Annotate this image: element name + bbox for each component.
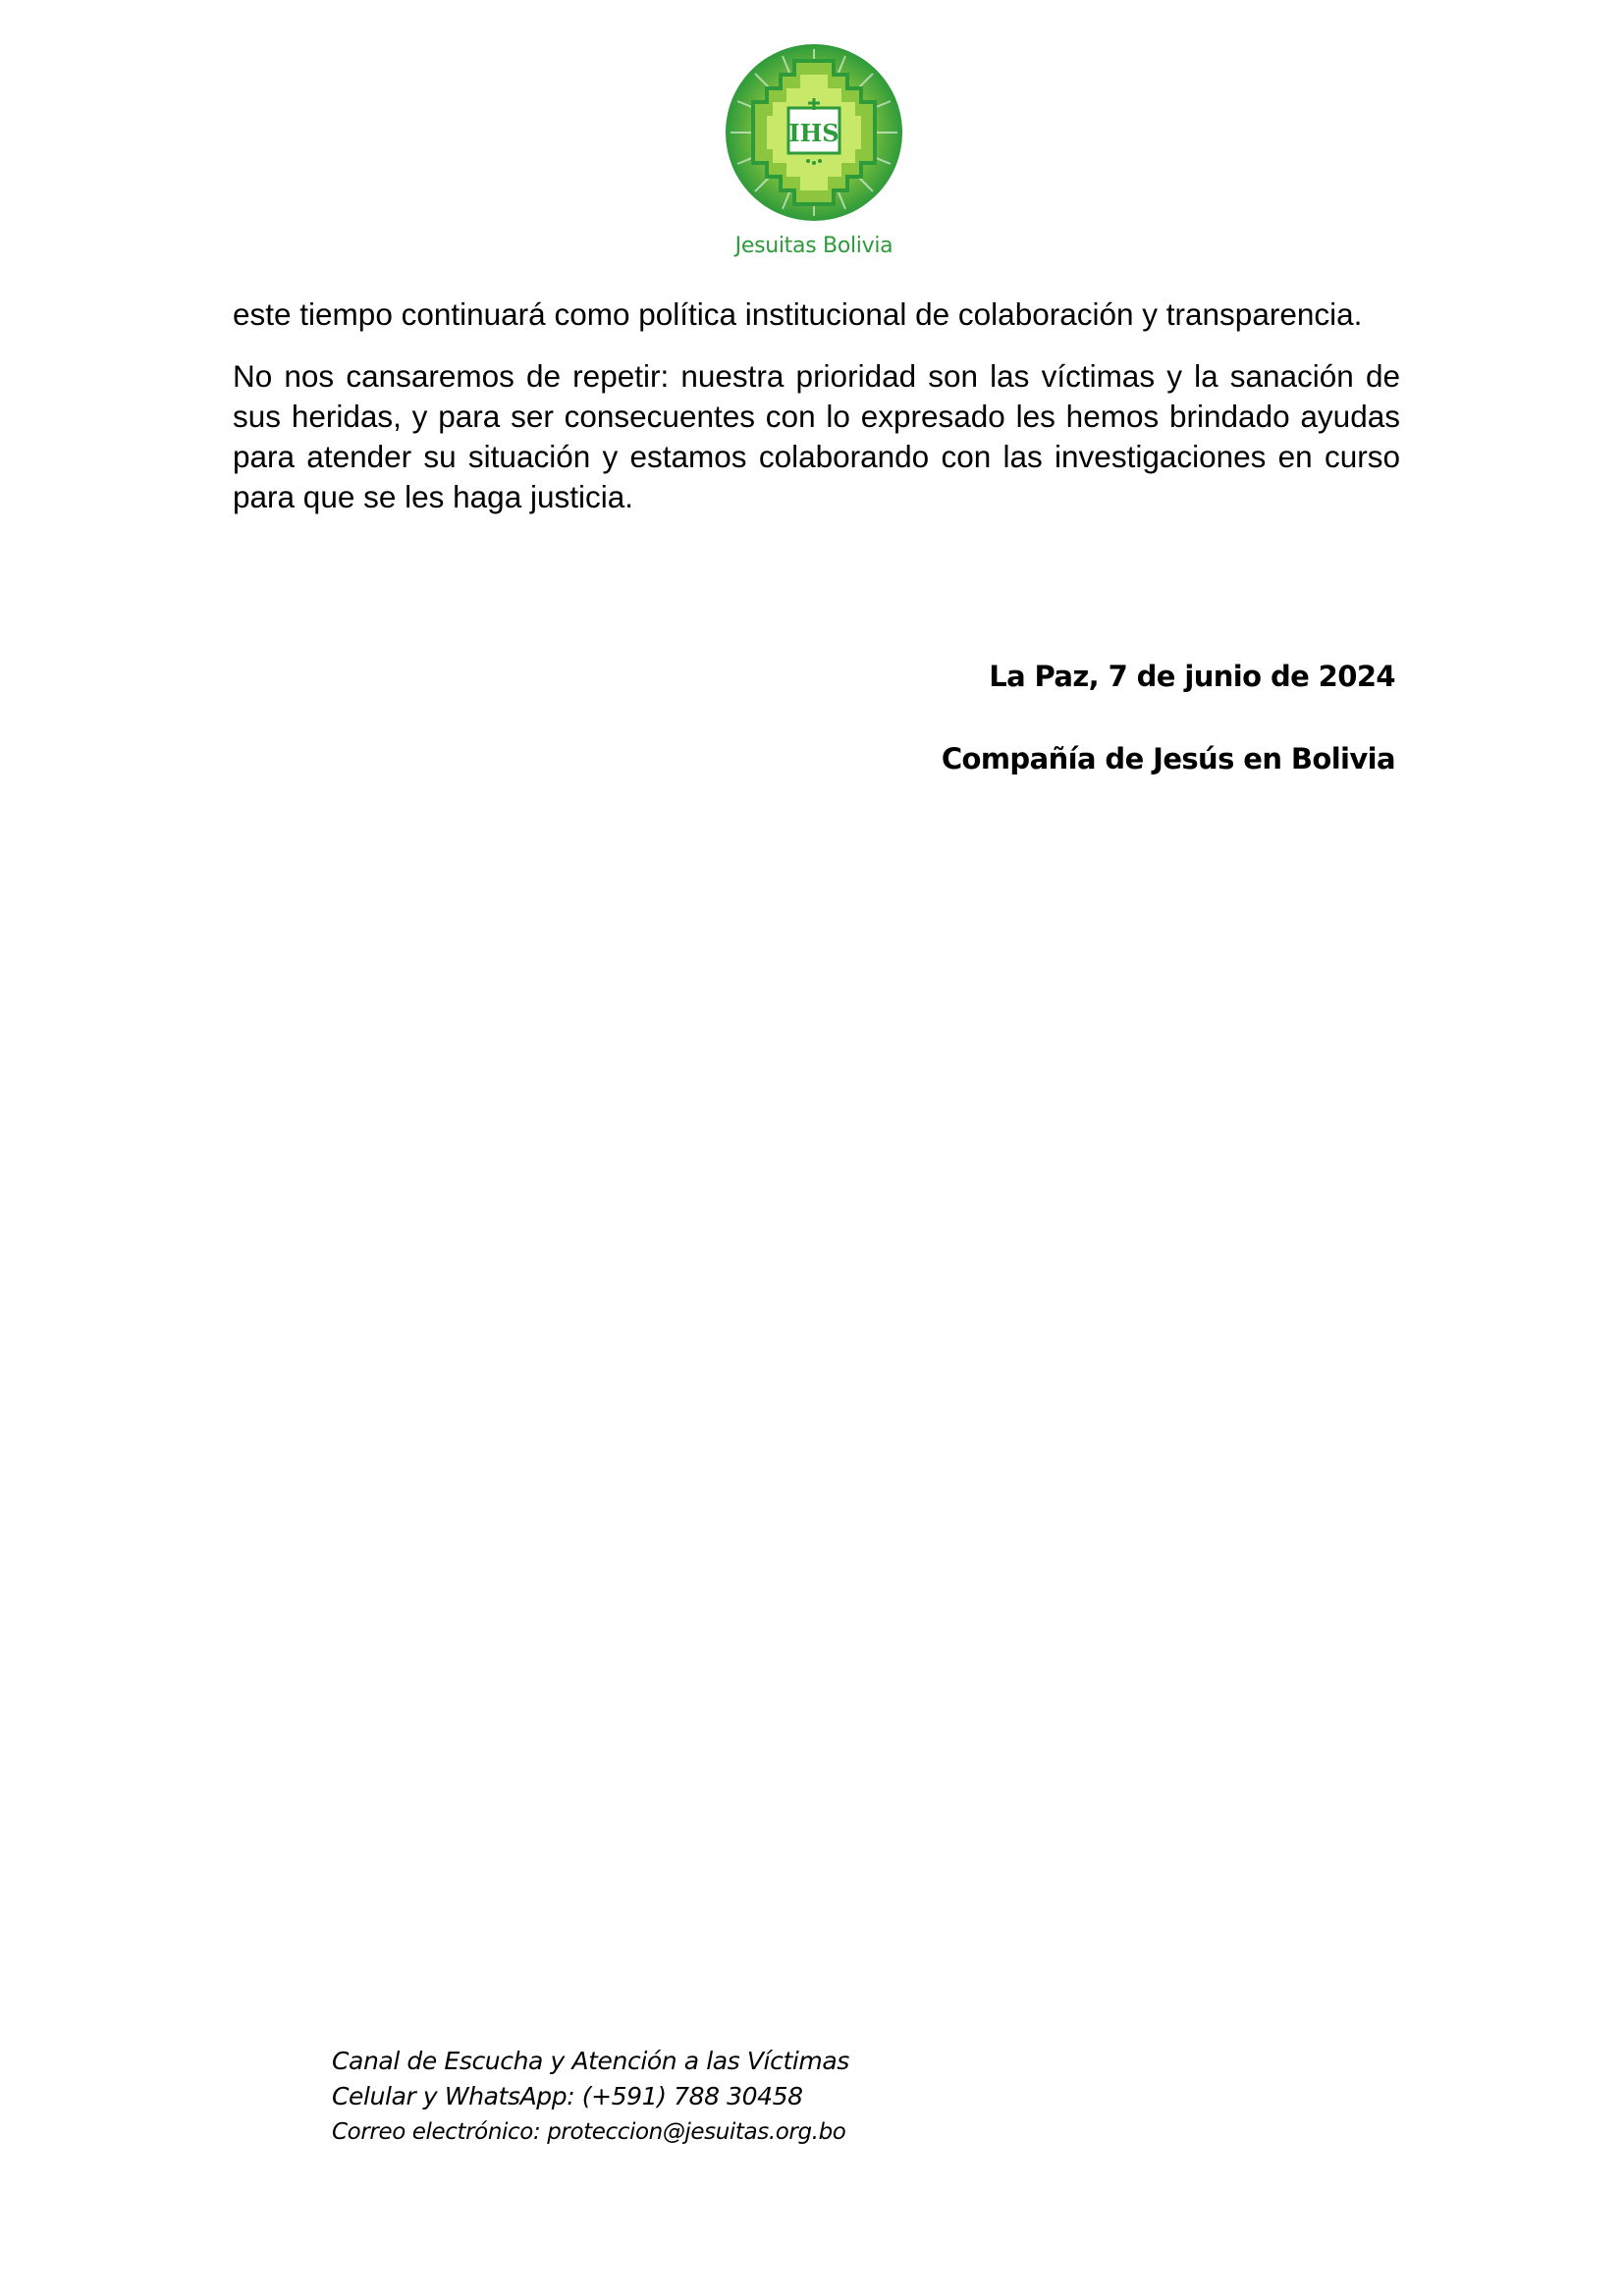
contact-footer (332, 2044, 849, 2150)
letter-body (233, 294, 1400, 539)
footer-email: Correo electrónico: proteccion@jesuitas.org.bo (332, 2119, 846, 2145)
signoff-block (942, 660, 1395, 775)
ihs-seal-icon (724, 39, 904, 226)
place-date: La Paz, 7 de junio de 2024 (989, 660, 1395, 693)
body-paragraph-1: este tiempo continuará como política institucional de colaboración y transparencia. (233, 296, 1363, 332)
body-paragraph-2: No nos cansaremos de repetir: nuestra prioridad son las víctimas y la sanación de sus heridas, y para ser consecuentes con lo expresado les hemos brindado ayudas para atender su situación y estamos colaborando con las investigaciones en curso para que se les haga justicia. (233, 358, 1400, 514)
footer-channel-title: Canal de Escucha y Atención a las Víctimas (332, 2047, 849, 2075)
signing-organization: Compañía de Jesús en Bolivia (941, 742, 1395, 775)
jesuitas-logo (724, 39, 904, 265)
footer-phone: Celular y WhatsApp: (+591) 788 30458 (332, 2082, 803, 2110)
logo-caption: Jesuitas Bolivia (734, 234, 893, 258)
logo-monogram: IHS (788, 119, 839, 147)
